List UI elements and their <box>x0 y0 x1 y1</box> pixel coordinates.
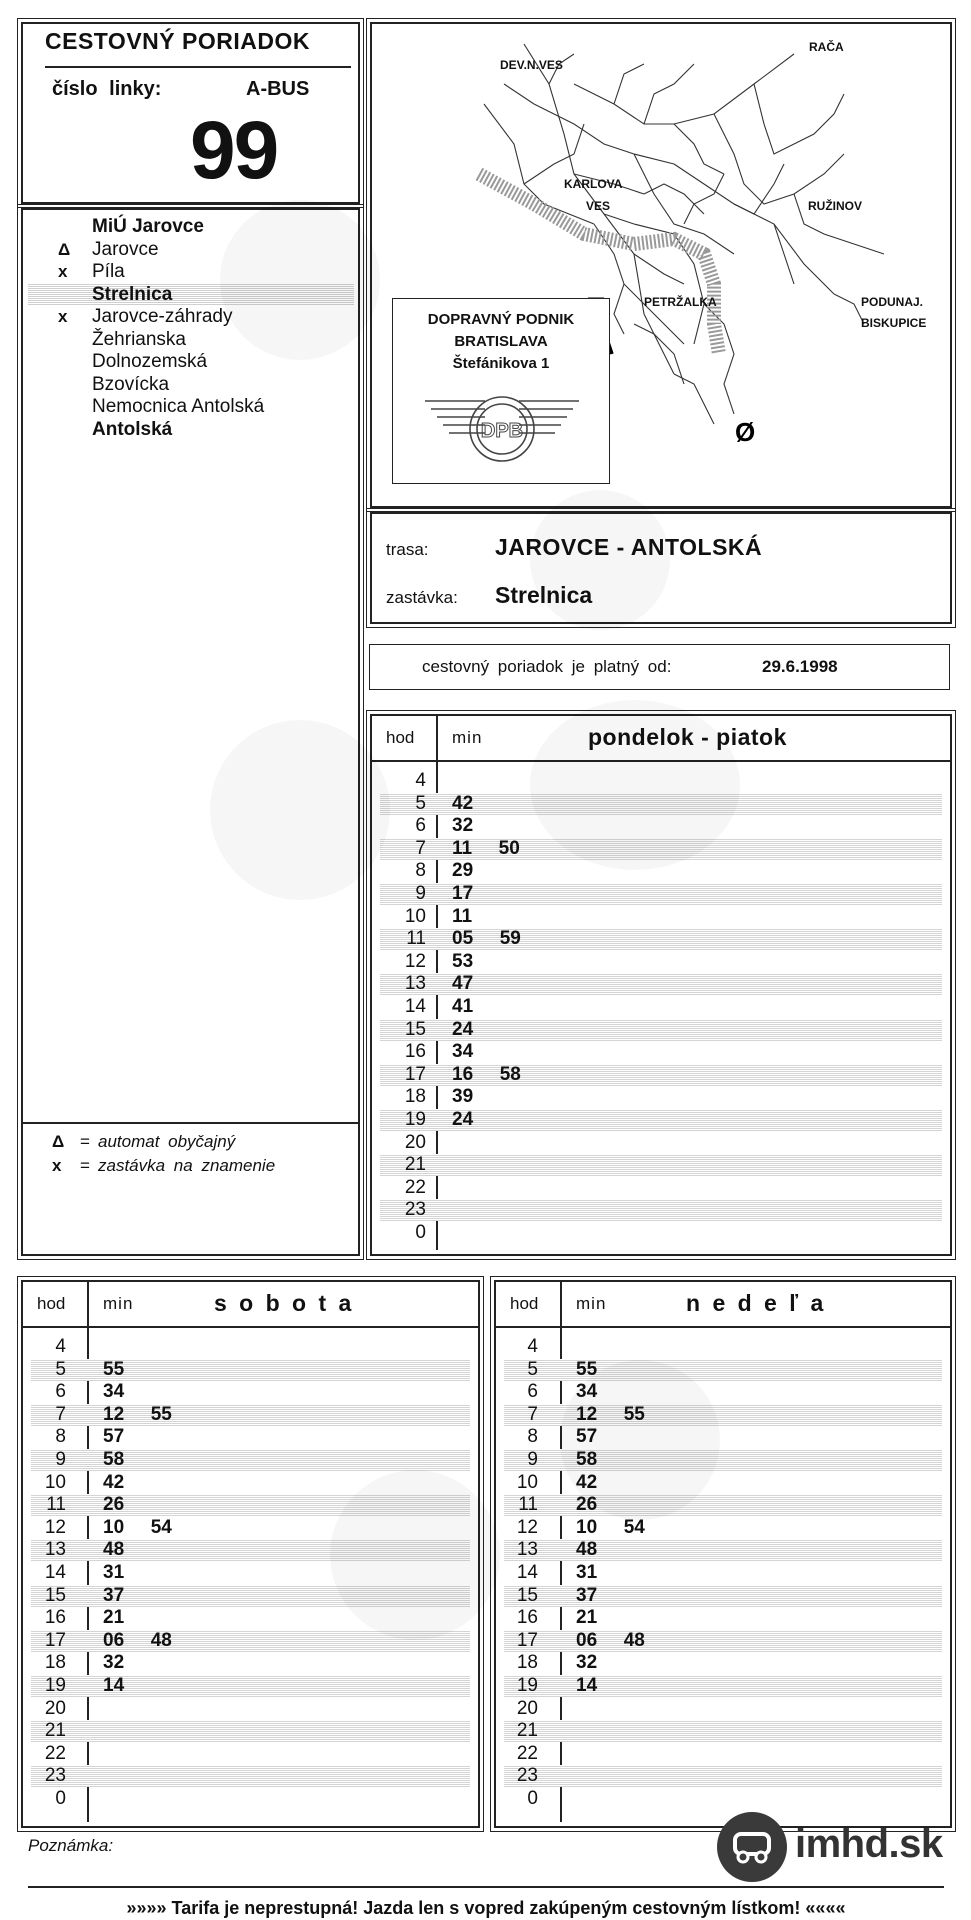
minutes-cell: 06 48 <box>103 1629 172 1651</box>
hour-cell: 6 <box>415 815 426 837</box>
table-row <box>380 883 942 905</box>
min-header: min <box>452 728 483 747</box>
legend-equals: = <box>80 1156 90 1175</box>
minutes-cell: 32 <box>103 1652 125 1674</box>
minutes-cell: 32 <box>576 1652 598 1674</box>
hour-cell: 11 <box>518 1494 538 1516</box>
table-header-divider <box>496 1326 950 1328</box>
minutes-cell: 55 <box>576 1358 598 1380</box>
page-title: CESTOVNÝ PORIADOK <box>45 28 310 54</box>
hour-cell: 22 <box>516 1742 538 1764</box>
table-row <box>380 1064 942 1086</box>
minutes-cell: 41 <box>452 996 474 1017</box>
min-header: min <box>103 1294 134 1313</box>
minutes-cell: 57 <box>103 1426 125 1448</box>
table-row <box>380 1222 942 1244</box>
hour-cell: 23 <box>516 1765 538 1787</box>
hour-cell: 18 <box>516 1652 538 1674</box>
hour-cell: 23 <box>404 1199 426 1221</box>
hod-header: hod <box>386 728 415 747</box>
hour-cell: 6 <box>527 1381 538 1403</box>
table-row <box>380 973 942 995</box>
legend-text: zastávka na znamenie <box>98 1156 276 1175</box>
hour-cell: 13 <box>44 1539 66 1561</box>
minutes-cell: 21 <box>576 1607 598 1629</box>
hour-cell: 17 <box>44 1629 66 1651</box>
hour-cell: 18 <box>404 1086 426 1108</box>
hour-cell: 20 <box>516 1697 538 1719</box>
hour-cell: 10 <box>44 1471 66 1493</box>
hour-cell: 20 <box>404 1131 426 1153</box>
minutes-cell: 05 59 <box>452 928 521 950</box>
hour-cell: 5 <box>55 1358 66 1380</box>
hour-cell: 6 <box>55 1381 66 1403</box>
minutes-cell: 53 <box>452 950 474 972</box>
hour-cell: 8 <box>55 1426 66 1448</box>
table-row <box>504 1607 942 1629</box>
map-label-karlova: KARLOVA <box>564 177 623 191</box>
hour-cell: 10 <box>404 905 426 927</box>
minutes-cell: 37 <box>576 1584 598 1606</box>
legend-divider <box>21 1122 360 1124</box>
table-row <box>380 1041 942 1063</box>
hour-cell: 0 <box>415 1222 426 1243</box>
stop-marker: x <box>58 307 68 326</box>
hour-cell: 9 <box>55 1449 66 1470</box>
hour-cell: 21 <box>44 1720 66 1742</box>
min-header: min <box>576 1294 607 1313</box>
stop-name: Žehrianska <box>92 328 186 350</box>
minutes-cell: 24 <box>452 1018 474 1040</box>
legend-item <box>52 1156 275 1176</box>
hour-cell: 19 <box>44 1675 66 1696</box>
hour-cell: 11 <box>406 928 426 950</box>
watermark-bus-icon <box>560 1360 720 1520</box>
minutes-cell: 31 <box>576 1562 598 1583</box>
stop-item <box>28 374 354 395</box>
table-row <box>31 1720 470 1742</box>
table-row <box>31 1449 470 1471</box>
minutes-cell: 24 <box>452 1109 474 1130</box>
stop-label: zastávka: <box>386 588 458 607</box>
table-row <box>504 1359 942 1381</box>
footer-divider <box>28 1886 944 1888</box>
table-row <box>380 951 942 973</box>
hour-cell: 7 <box>415 837 426 859</box>
hour-cell: 16 <box>516 1607 538 1629</box>
hour-cell: 11 <box>46 1494 66 1516</box>
stop-marker: x <box>58 262 68 281</box>
table-row <box>380 1132 942 1154</box>
table-row <box>380 996 942 1018</box>
legend-symbol: Δ <box>52 1132 65 1151</box>
note-label: Poznámka: <box>28 1836 114 1855</box>
stop-name: Antolská <box>92 418 173 440</box>
stop-item <box>28 419 354 440</box>
map-label-karlova-ves: VES <box>586 199 611 213</box>
table-row <box>31 1788 470 1810</box>
minutes-cell: 39 <box>452 1086 474 1108</box>
hour-cell: 9 <box>415 883 426 904</box>
hour-cell: 23 <box>44 1765 66 1787</box>
hour-cell: 18 <box>44 1652 66 1674</box>
minutes-cell: 10 54 <box>576 1516 645 1538</box>
stop-name: MiÚ Jarovce <box>92 216 204 237</box>
watermark-bus-icon <box>530 700 740 870</box>
legend-equals: = <box>80 1132 90 1151</box>
table-row <box>504 1336 942 1358</box>
table-row <box>380 928 942 950</box>
company-address: Štefánikova 1 <box>452 355 550 372</box>
imhd-logo <box>717 1812 943 1882</box>
stop-name: Jarovce-záhrady <box>92 306 233 327</box>
stop-value: Strelnica <box>495 582 593 608</box>
minutes-cell: 29 <box>452 860 474 882</box>
minutes-cell: 31 <box>103 1562 125 1583</box>
hour-cell: 12 <box>44 1516 66 1538</box>
hour-cell: 16 <box>404 1041 426 1063</box>
map-label-podunaj: PODUNAJ. <box>861 295 924 309</box>
hour-cell: 0 <box>527 1788 538 1809</box>
minutes-cell: 26 <box>103 1494 125 1516</box>
hour-cell: 17 <box>516 1629 538 1651</box>
validity-label: cestovný poriadok je platný od: <box>422 657 672 676</box>
hour-cell: 8 <box>415 860 426 882</box>
hour-cell: 10 <box>516 1471 538 1493</box>
hour-cell: 5 <box>415 792 426 814</box>
hour-cell: 7 <box>527 1403 538 1425</box>
minutes-cell: 34 <box>576 1381 598 1403</box>
table-title: s o b o t a <box>214 1290 355 1316</box>
hour-cell: 5 <box>527 1358 538 1380</box>
hour-cell: 13 <box>516 1539 538 1561</box>
dpb-logo-text: DPB <box>480 420 524 442</box>
legend-symbol: x <box>52 1156 62 1175</box>
minutes-cell: 11 <box>452 905 473 927</box>
table-row <box>31 1381 470 1403</box>
hour-cell: 7 <box>55 1403 66 1425</box>
stop-item <box>28 396 354 417</box>
hod-header: hod <box>510 1294 539 1313</box>
line-label: číslo linky: <box>52 78 162 100</box>
line-type: A-BUS <box>246 78 310 100</box>
table-row <box>31 1743 470 1765</box>
table-row <box>504 1652 942 1674</box>
minutes-cell: 32 <box>452 815 474 837</box>
map-label-devin: DEV.N.VES <box>500 58 563 72</box>
hour-cell: 20 <box>44 1697 66 1719</box>
company-box <box>392 298 610 484</box>
table-title: n e d e ľ a <box>686 1290 827 1316</box>
table-header-divider <box>23 1326 478 1328</box>
table-row <box>380 1019 942 1041</box>
watermark-bus-icon <box>330 1470 500 1640</box>
table-row <box>504 1743 942 1765</box>
table-row <box>380 1154 942 1176</box>
hour-cell: 14 <box>44 1562 66 1583</box>
table-title: pondelok - piatok <box>588 724 787 750</box>
hour-cell: 21 <box>516 1720 538 1742</box>
table-row <box>504 1675 942 1697</box>
map-stop-symbol: Ø <box>735 417 756 447</box>
hour-cell: 0 <box>55 1788 66 1809</box>
hour-cell: 22 <box>44 1742 66 1764</box>
hour-cell: 19 <box>516 1675 538 1696</box>
stop-name: Strelnica <box>92 283 173 305</box>
table-row <box>31 1404 470 1426</box>
table-row <box>31 1359 470 1381</box>
minutes-cell: 21 <box>103 1607 125 1629</box>
hour-cell: 15 <box>516 1584 538 1606</box>
hour-cell: 13 <box>404 973 426 995</box>
minutes-cell: 48 <box>103 1539 125 1561</box>
map-label-ruzinov: RUŽINOV <box>808 199 862 213</box>
minutes-cell: 12 55 <box>103 1403 172 1425</box>
table-row <box>504 1765 942 1787</box>
table-row <box>504 1630 942 1652</box>
trasa-label: trasa: <box>386 540 429 559</box>
table-row <box>504 1788 942 1810</box>
validity-date: 29.6.1998 <box>762 657 838 676</box>
watermark-bus-icon <box>220 200 380 360</box>
hour-cell: 4 <box>527 1336 538 1357</box>
hour-cell: 9 <box>527 1449 538 1470</box>
minutes-cell: 48 <box>576 1539 598 1561</box>
minutes-cell: 34 <box>103 1381 125 1403</box>
hour-cell: 22 <box>404 1176 426 1198</box>
hour-cell: 16 <box>44 1607 66 1629</box>
table-row <box>380 1109 942 1131</box>
stop-name: Nemocnica Antolská <box>92 396 265 417</box>
hour-cell: 15 <box>44 1584 66 1606</box>
minutes-cell: 16 58 <box>452 1063 521 1085</box>
minutes-cell: 06 48 <box>576 1629 645 1651</box>
minutes-cell: 55 <box>103 1358 125 1380</box>
table-row <box>504 1720 942 1742</box>
table-row <box>504 1698 942 1720</box>
table-row <box>31 1652 470 1674</box>
bus-in-circle-icon <box>717 1812 787 1882</box>
hour-cell: 4 <box>415 770 426 791</box>
hour-cell: 14 <box>404 996 426 1017</box>
minutes-cell: 14 <box>103 1675 125 1696</box>
map-label-petrzalka: PETRŽALKA <box>644 295 717 309</box>
company-name: DOPRAVNÝ PODNIK <box>427 311 575 328</box>
table-row <box>380 1086 942 1108</box>
minutes-cell: 42 <box>452 792 474 814</box>
table-row <box>504 1562 942 1584</box>
minutes-cell: 42 <box>103 1471 125 1493</box>
hour-cell: 12 <box>516 1516 538 1538</box>
table-row <box>504 1517 942 1539</box>
minutes-cell: 17 <box>452 883 474 904</box>
minutes-cell: 58 <box>576 1449 598 1470</box>
minutes-cell: 47 <box>452 973 474 995</box>
minutes-cell: 26 <box>576 1494 598 1516</box>
table-row <box>31 1765 470 1787</box>
dpb-logo <box>415 381 589 477</box>
table-row <box>380 1177 942 1199</box>
table-row <box>380 906 942 928</box>
stop-marker: Δ <box>58 239 71 259</box>
table-row <box>504 1494 942 1516</box>
minutes-cell: 34 <box>452 1041 474 1063</box>
header-divider <box>45 66 351 68</box>
minutes-cell: 14 <box>576 1675 598 1696</box>
minutes-cell: 42 <box>576 1471 598 1493</box>
footer-text: »»»» Tarifa je neprestupná! Jazda len s vopred zakúpeným cestovným lístkom! «««« <box>126 1898 846 1918</box>
table-row <box>31 1675 470 1697</box>
hour-cell: 17 <box>404 1063 426 1085</box>
hour-cell: 19 <box>404 1109 426 1130</box>
hour-cell: 14 <box>516 1562 538 1583</box>
watermark-bus-icon <box>530 490 670 630</box>
hour-cell: 21 <box>404 1154 426 1176</box>
hour-cell: 4 <box>55 1336 66 1357</box>
hour-cell: 12 <box>404 950 426 972</box>
table-row <box>31 1336 470 1358</box>
hod-header: hod <box>37 1294 66 1313</box>
company-city: BRATISLAVA <box>454 333 548 350</box>
trasa-value: JAROVCE - ANTOLSKÁ <box>495 534 763 560</box>
minutes-cell: 10 54 <box>103 1516 172 1538</box>
map-label-biskupice: BISKUPICE <box>861 316 927 330</box>
legend-text: automat obyčajný <box>98 1132 236 1151</box>
stop-name: Jarovce <box>92 238 159 260</box>
watermark-bus-icon <box>210 720 390 900</box>
minutes-cell: 58 <box>103 1449 125 1470</box>
stop-name: Píla <box>92 261 125 282</box>
hour-cell: 15 <box>404 1018 426 1040</box>
table-row <box>504 1539 942 1561</box>
minutes-cell: 11 50 <box>452 837 520 859</box>
stop-name: Bzovícka <box>92 373 170 395</box>
stop-name: Dolnozemská <box>92 351 208 372</box>
legend-item <box>52 1132 235 1152</box>
map-label-raca: RAČA <box>809 40 844 54</box>
minutes-cell: 12 55 <box>576 1403 645 1425</box>
imhd-logo-text: imhd.sk <box>795 1822 943 1866</box>
table-row <box>31 1426 470 1448</box>
table-row <box>504 1585 942 1607</box>
minutes-cell: 37 <box>103 1584 125 1606</box>
line-number: 99 <box>190 105 278 196</box>
table-row <box>380 1199 942 1221</box>
minutes-cell: 57 <box>576 1426 598 1448</box>
table-row <box>31 1698 470 1720</box>
hour-cell: 8 <box>527 1426 538 1448</box>
